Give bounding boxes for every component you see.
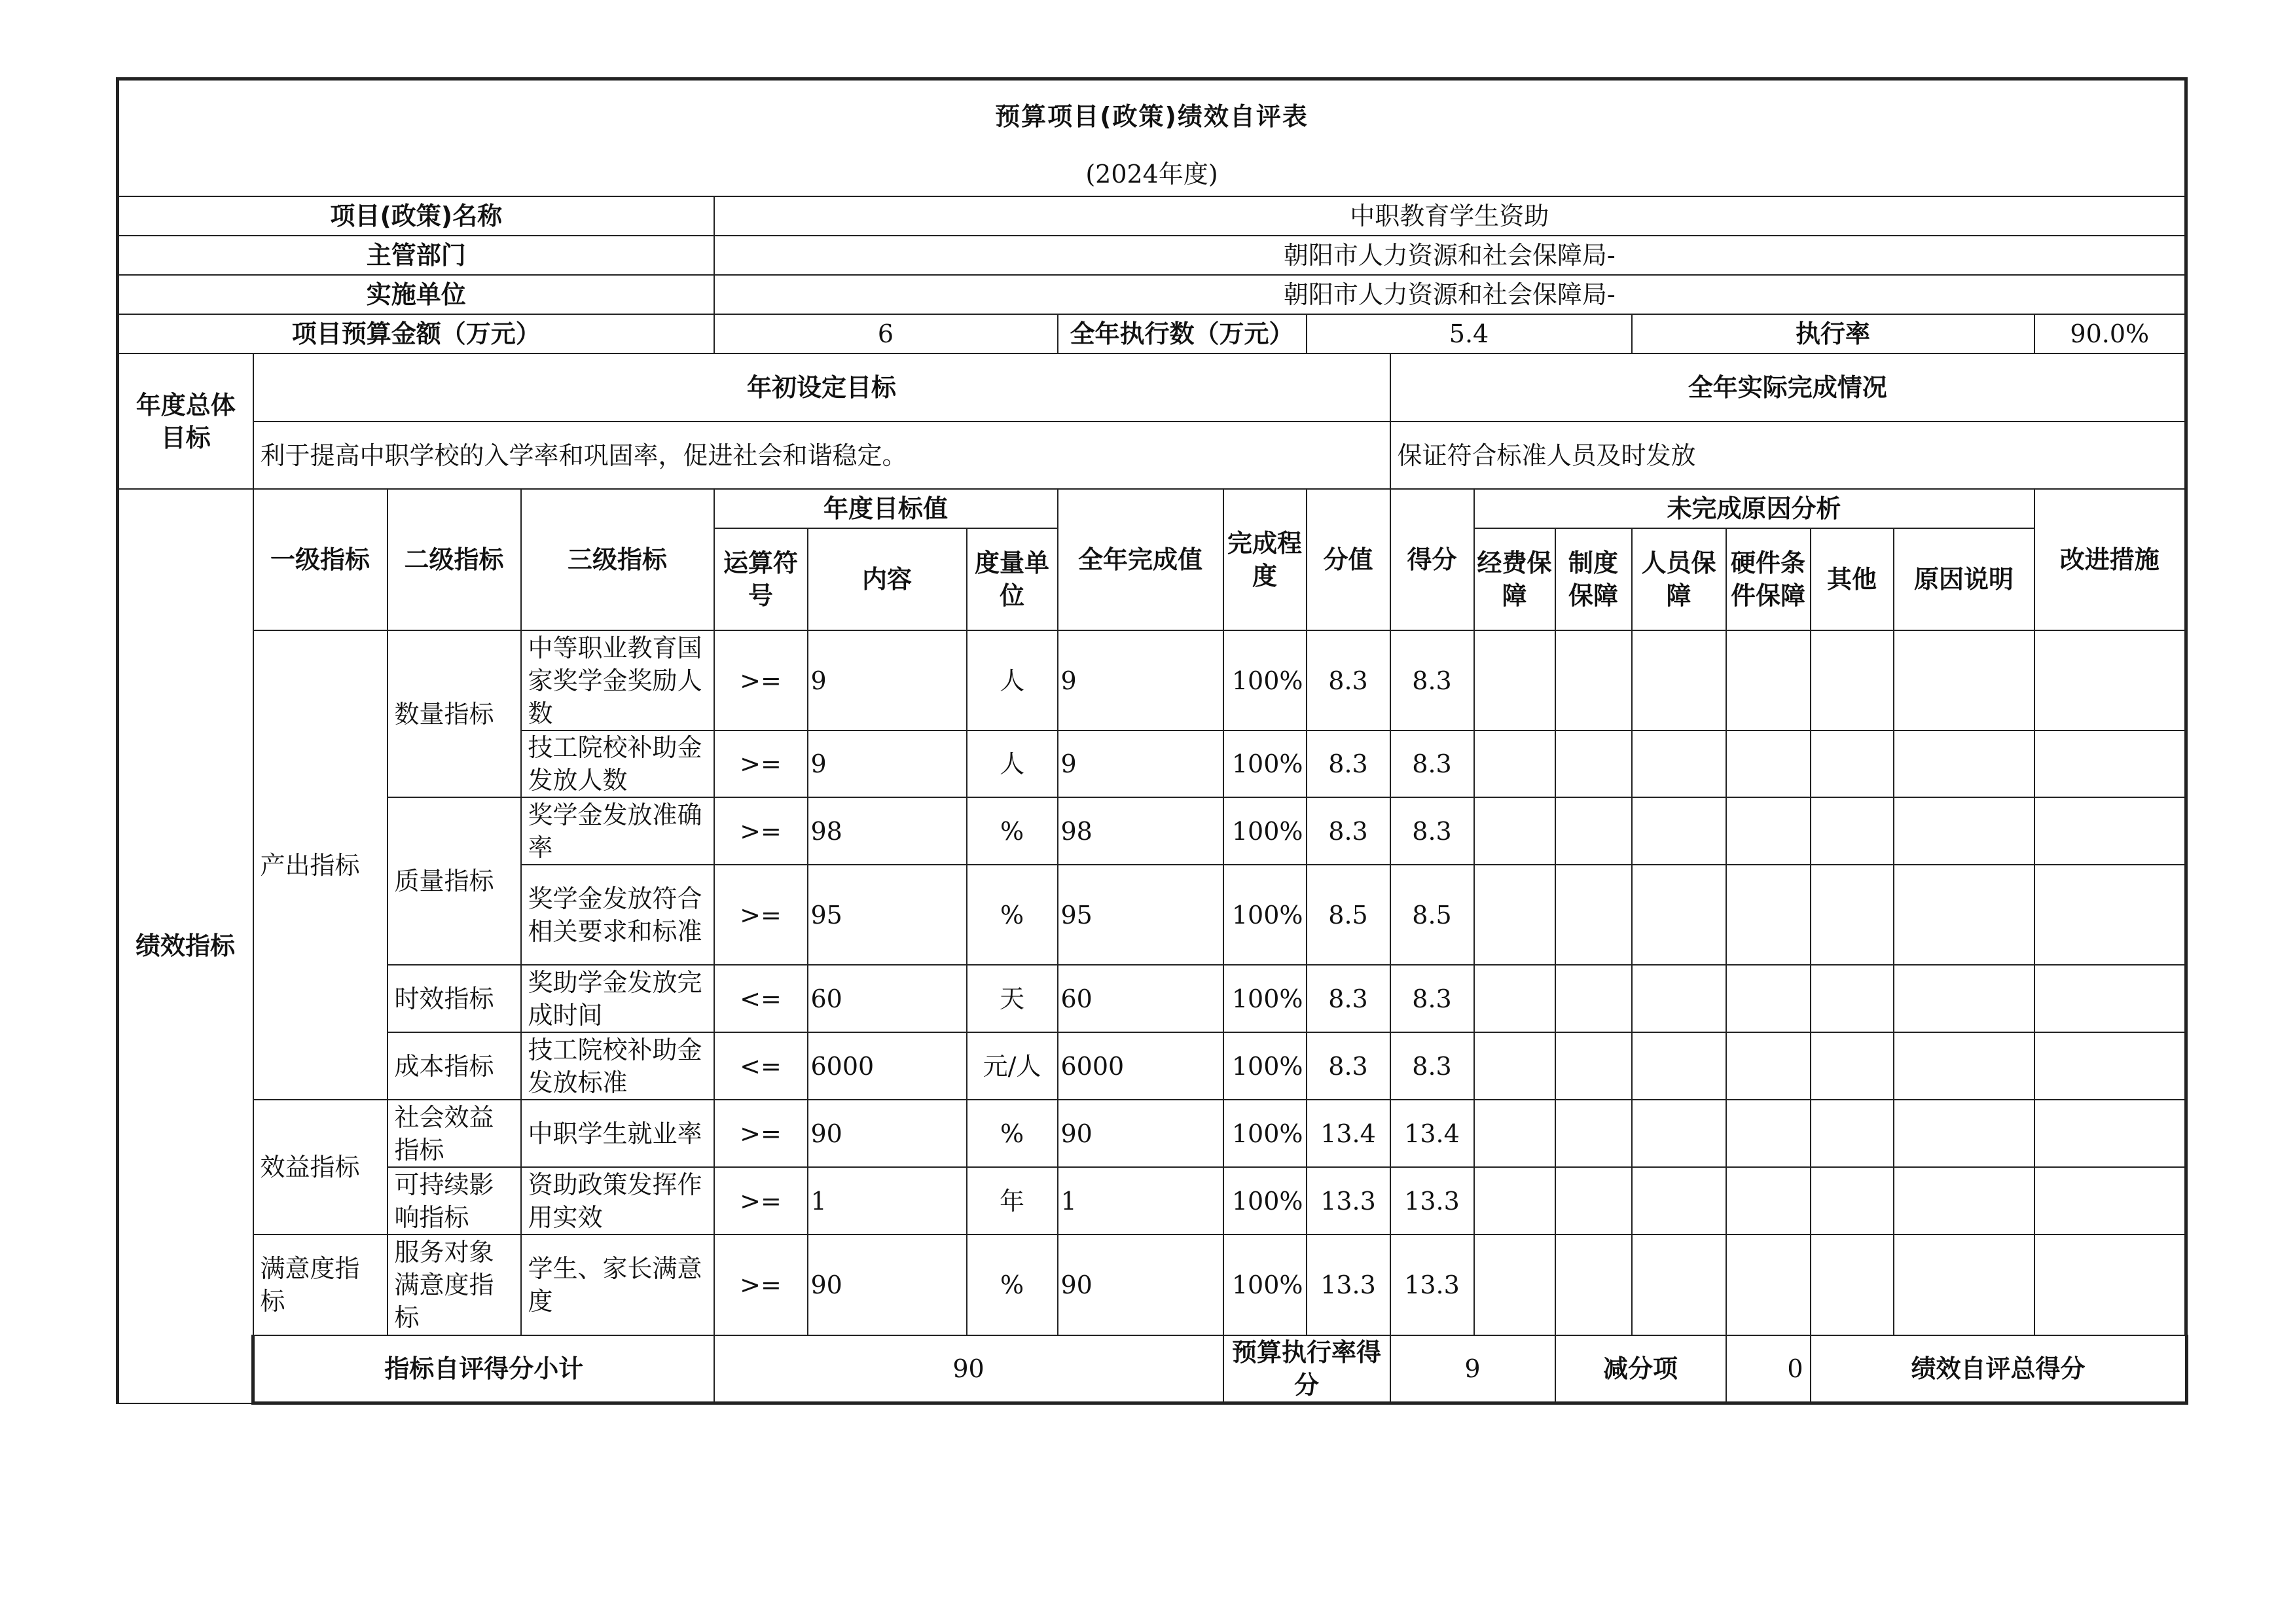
score-cell: 8.3 [1390, 797, 1474, 865]
funding-cell [1474, 1235, 1555, 1335]
actual-value-cell: 98 [1058, 797, 1223, 865]
reason-cell [1894, 1235, 2034, 1335]
actual-value-cell: 9 [1058, 731, 1223, 797]
fiscal-year-subtitle: (2024年度) [118, 153, 2186, 196]
operator-cell: >= [714, 1167, 808, 1235]
target-content-cell: 9 [808, 630, 967, 731]
hardware-cell [1726, 1235, 1811, 1335]
score-value-cell: 8.3 [1307, 630, 1390, 731]
level1-indicator-header: 一级指标 [253, 489, 388, 630]
measure-unit-cell: 天 [967, 965, 1058, 1032]
system-cell [1555, 1235, 1632, 1335]
hardware-cell [1726, 1032, 1811, 1100]
actual-value-cell: 95 [1058, 865, 1223, 965]
hardware-cell [1726, 630, 1811, 731]
actual-value-cell: 1 [1058, 1167, 1223, 1235]
indicator-subtotal-label: 指标自评得分小计 [253, 1335, 714, 1403]
actual-value-cell: 90 [1058, 1100, 1223, 1167]
completion-cell: 100% [1223, 630, 1307, 731]
actual-completion-header: 全年实际完成情况 [1390, 353, 2186, 422]
improvement-cell [2034, 1100, 2186, 1167]
score-value-header: 分值 [1307, 489, 1390, 630]
measure-unit-cell: % [967, 1235, 1058, 1335]
completion-cell: 100% [1223, 1032, 1307, 1100]
actual-value-header: 全年完成值 [1058, 489, 1223, 630]
department-label: 主管部门 [118, 236, 714, 275]
target-content-cell: 6000 [808, 1032, 967, 1100]
operator-cell: >= [714, 797, 808, 865]
other-cell [1811, 797, 1894, 865]
score-cell: 8.3 [1390, 965, 1474, 1032]
funding-cell [1474, 1032, 1555, 1100]
target-content-cell: 60 [808, 965, 967, 1032]
level3-indicator: 资助政策发挥作用实效 [521, 1167, 714, 1235]
completion-cell: 100% [1223, 865, 1307, 965]
department-value: 朝阳市人力资源和社会保障局- [714, 236, 2186, 275]
hardware-cell [1726, 1100, 1811, 1167]
target-content-cell: 1 [808, 1167, 967, 1235]
score-value-cell: 8.3 [1307, 1032, 1390, 1100]
score-cell: 8.3 [1390, 630, 1474, 731]
level3-indicator: 奖学金发放符合相关要求和标准 [521, 865, 714, 965]
total-score-value [2186, 1335, 2187, 1403]
measure-unit-cell: 人 [967, 731, 1058, 797]
project-name-label: 项目(政策)名称 [118, 196, 714, 236]
other-cell [1811, 965, 1894, 1032]
improvement-cell [2034, 731, 2186, 797]
actual-value-cell: 6000 [1058, 1032, 1223, 1100]
improvement-cell [2034, 797, 2186, 865]
system-guarantee-header: 制度保障 [1555, 528, 1632, 630]
level2-indicator-header: 二级指标 [388, 489, 521, 630]
level3-indicator: 学生、家长满意度 [521, 1235, 714, 1335]
staff-cell [1632, 630, 1726, 731]
completion-cell: 100% [1223, 731, 1307, 797]
funding-guarantee-header: 经费保障 [1474, 528, 1555, 630]
reason-cell [1894, 1167, 2034, 1235]
cost-indicator-group: 成本指标 [388, 1032, 521, 1100]
operator-cell: <= [714, 965, 808, 1032]
output-indicator-group: 产出指标 [253, 630, 388, 1100]
level3-indicator-header: 三级指标 [521, 489, 714, 630]
improvement-measures-header: 改进措施 [2034, 489, 2186, 630]
execution-rate-value: 90.0% [2034, 314, 2186, 353]
reason-cell [1894, 965, 2034, 1032]
measure-unit-cell: % [967, 865, 1058, 965]
deduction-label: 减分项 [1555, 1335, 1726, 1403]
system-cell [1555, 731, 1632, 797]
score-value-cell: 8.5 [1307, 865, 1390, 965]
actual-value-cell: 90 [1058, 1235, 1223, 1335]
hardware-cell [1726, 797, 1811, 865]
funding-cell [1474, 731, 1555, 797]
service-satisfaction-indicator-group: 服务对象满意度指标 [388, 1235, 521, 1335]
hardware-guarantee-header: 硬件条件保障 [1726, 528, 1811, 630]
score-value-cell: 13.3 [1307, 1235, 1390, 1335]
actual-completion-text: 保证符合标准人员及时发放 [1390, 422, 2186, 489]
implementing-unit-label: 实施单位 [118, 275, 714, 314]
reason-description-header: 原因说明 [1894, 528, 2034, 630]
initial-goal-text: 利于提高中职学校的入学率和巩固率，促进社会和谐稳定。 [253, 422, 1390, 489]
operator-cell: >= [714, 630, 808, 731]
completion-cell: 100% [1223, 797, 1307, 865]
level3-indicator: 技工院校补助金发放人数 [521, 731, 714, 797]
budget-amount-label: 项目预算金额（万元） [118, 314, 714, 353]
funding-cell [1474, 630, 1555, 731]
improvement-cell [2034, 965, 2186, 1032]
timeliness-indicator-group: 时效指标 [388, 965, 521, 1032]
annual-target-header: 年度目标值 [714, 489, 1058, 528]
indicator-subtotal-value: 90 [714, 1335, 1223, 1403]
social-benefit-indicator-group: 社会效益指标 [388, 1100, 521, 1167]
level3-indicator: 奖学金发放准确率 [521, 797, 714, 865]
operator-cell: <= [714, 1032, 808, 1100]
improvement-cell [2034, 1167, 2186, 1235]
score-cell: 13.3 [1390, 1167, 1474, 1235]
measure-unit-cell: 人 [967, 630, 1058, 731]
score-cell: 13.4 [1390, 1100, 1474, 1167]
actual-value-cell: 9 [1058, 630, 1223, 731]
score-value-cell: 13.3 [1307, 1167, 1390, 1235]
funding-cell [1474, 965, 1555, 1032]
initial-goal-header: 年初设定目标 [253, 353, 1390, 422]
other-header: 其他 [1811, 528, 1894, 630]
budget-execution-score-value: 9 [1390, 1335, 1555, 1403]
level3-indicator: 中职学生就业率 [521, 1100, 714, 1167]
hardware-cell [1726, 865, 1811, 965]
staff-guarantee-header: 人员保障 [1632, 528, 1726, 630]
quantity-indicator-group: 数量指标 [388, 630, 521, 797]
project-name-value: 中职教育学生资助 [714, 196, 2186, 236]
target-content-cell: 90 [808, 1235, 967, 1335]
hardware-cell [1726, 965, 1811, 1032]
funding-cell [1474, 797, 1555, 865]
executed-amount-label: 全年执行数（万元） [1058, 314, 1307, 353]
score-cell: 8.3 [1390, 1032, 1474, 1100]
satisfaction-indicator-group: 满意度指标 [253, 1235, 388, 1335]
operator-cell: >= [714, 1100, 808, 1167]
score-value-cell: 8.3 [1307, 965, 1390, 1032]
performance-self-evaluation-table [116, 77, 2188, 1405]
funding-cell [1474, 865, 1555, 965]
actual-value-cell: 60 [1058, 965, 1223, 1032]
reason-cell [1894, 865, 2034, 965]
system-cell [1555, 797, 1632, 865]
measure-unit-cell: % [967, 1100, 1058, 1167]
measure-unit-cell: % [967, 797, 1058, 865]
improvement-cell [2034, 630, 2186, 731]
measure-unit-header: 度量单位 [967, 528, 1058, 630]
improvement-cell [2034, 1032, 2186, 1100]
staff-cell [1632, 1167, 1726, 1235]
annual-goal-section-label: 年度总体目标 [118, 353, 253, 489]
completion-cell: 100% [1223, 1100, 1307, 1167]
target-content-cell: 95 [808, 865, 967, 965]
score-header: 得分 [1390, 489, 1474, 630]
score-value-cell: 8.3 [1307, 797, 1390, 865]
reason-cell [1894, 1100, 2034, 1167]
system-cell [1555, 965, 1632, 1032]
completion-degree-header: 完成程度 [1223, 489, 1307, 630]
staff-cell [1632, 1032, 1726, 1100]
operator-cell: >= [714, 731, 808, 797]
completion-cell: 100% [1223, 965, 1307, 1032]
executed-amount-value: 5.4 [1307, 314, 1632, 353]
page-title: 预算项目(政策)绩效自评表 [118, 79, 2186, 153]
score-cell: 13.3 [1390, 1235, 1474, 1335]
system-cell [1555, 865, 1632, 965]
system-cell [1555, 1032, 1632, 1100]
staff-cell [1632, 797, 1726, 865]
budget-amount-value: 6 [714, 314, 1058, 353]
other-cell [1811, 865, 1894, 965]
staff-cell [1632, 1235, 1726, 1335]
measure-unit-cell: 元/人 [967, 1032, 1058, 1100]
level3-indicator: 奖助学金发放完成时间 [521, 965, 714, 1032]
implementing-unit-value: 朝阳市人力资源和社会保障局- [714, 275, 2186, 314]
level3-indicator: 中等职业教育国家奖学金奖励人数 [521, 630, 714, 731]
benefit-indicator-group: 效益指标 [253, 1100, 388, 1235]
funding-cell [1474, 1167, 1555, 1235]
deduction-value: 0 [1726, 1335, 1811, 1403]
other-cell [1811, 731, 1894, 797]
score-value-cell: 13.4 [1307, 1100, 1390, 1167]
staff-cell [1632, 865, 1726, 965]
quality-indicator-group: 质量指标 [388, 797, 521, 965]
staff-cell [1632, 1100, 1726, 1167]
system-cell [1555, 1167, 1632, 1235]
sustainable-impact-indicator-group: 可持续影响指标 [388, 1167, 521, 1235]
staff-cell [1632, 731, 1726, 797]
system-cell [1555, 1100, 1632, 1167]
score-value-cell: 8.3 [1307, 731, 1390, 797]
operator-header: 运算符号 [714, 528, 808, 630]
other-cell [1811, 630, 1894, 731]
operator-cell: >= [714, 1235, 808, 1335]
system-cell [1555, 630, 1632, 731]
other-cell [1811, 1235, 1894, 1335]
reason-cell [1894, 797, 2034, 865]
other-cell [1811, 1167, 1894, 1235]
content-header: 内容 [808, 528, 967, 630]
other-cell [1811, 1100, 1894, 1167]
improvement-cell [2034, 865, 2186, 965]
target-content-cell: 9 [808, 731, 967, 797]
score-cell: 8.5 [1390, 865, 1474, 965]
total-score-label: 绩效自评总得分 [1811, 1335, 2186, 1403]
completion-cell: 100% [1223, 1167, 1307, 1235]
reason-cell [1894, 1032, 2034, 1100]
completion-cell: 100% [1223, 1235, 1307, 1335]
operator-cell: >= [714, 865, 808, 965]
score-cell: 8.3 [1390, 731, 1474, 797]
execution-rate-label: 执行率 [1632, 314, 2034, 353]
reason-cell [1894, 630, 2034, 731]
budget-execution-score-label: 预算执行率得分 [1223, 1335, 1390, 1403]
level3-indicator: 技工院校补助金发放标准 [521, 1032, 714, 1100]
reason-cell [1894, 731, 2034, 797]
hardware-cell [1726, 1167, 1811, 1235]
other-cell [1811, 1032, 1894, 1100]
hardware-cell [1726, 731, 1811, 797]
staff-cell [1632, 965, 1726, 1032]
target-content-cell: 90 [808, 1100, 967, 1167]
target-content-cell: 98 [808, 797, 967, 865]
measure-unit-cell: 年 [967, 1167, 1058, 1235]
funding-cell [1474, 1100, 1555, 1167]
incomplete-reason-header: 未完成原因分析 [1474, 489, 2034, 528]
improvement-cell [2034, 1235, 2186, 1335]
performance-indicators-section-label: 绩效指标 [118, 489, 253, 1403]
